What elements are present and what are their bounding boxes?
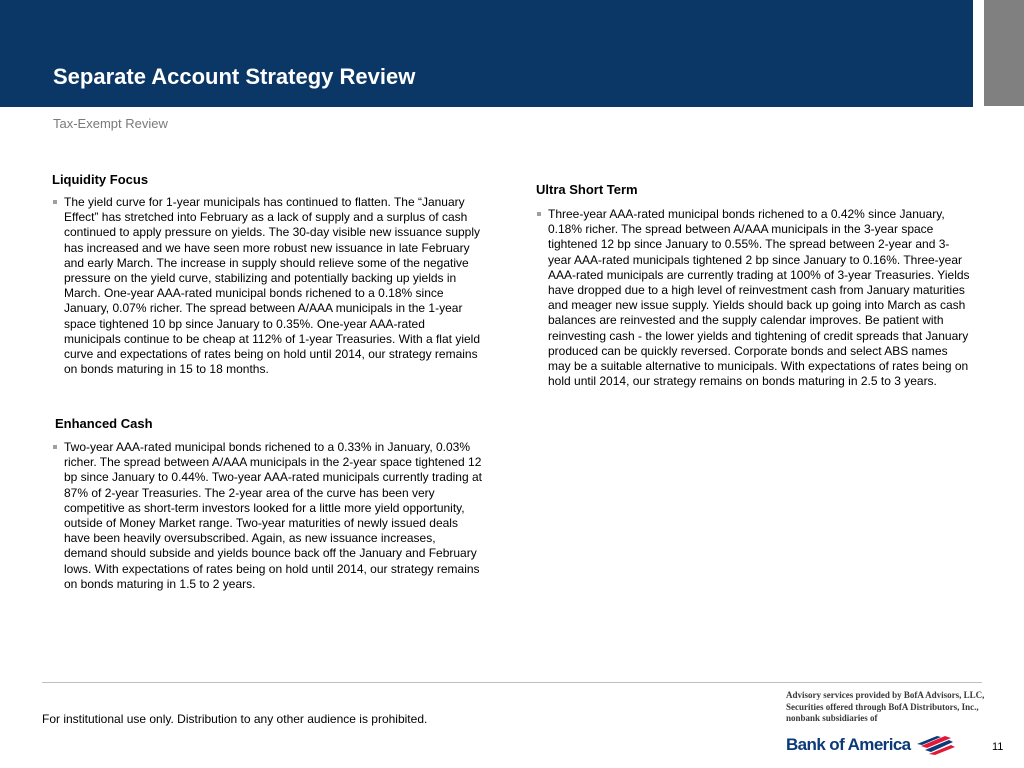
- page-subtitle: Tax-Exempt Review: [53, 116, 168, 131]
- bullet-marker-icon: [537, 212, 541, 216]
- logo-wordmark: Bank of America: [786, 735, 911, 754]
- bullet-text: Three-year AAA-rated municipal bonds richened to a 0.42% since January, 0.18% richer. The spread between A/AAA municipals in the 3-year space tightened 12 bp since January to 0.55%. The spread between 2-year and 3-year AAA-rated municipals tightened 2 bp since January to 0.16%. Three-year AAA-rated municipals are currently trading at 100% of 3-year Treasuries. Yields have dropped due to a high level of reinvestment cash from January maturities and meager new issue supply. Yields should back up going into March as cash balances are reinvested and the supply calendar improves. Be patient with reinvesting cash - the lower yields and tightening of credit spreads that January produced can be quickly reversed. Corporate bonds and select ABS names may be a suitable alternative to municipals. With expectations of rates being on hold until 2014, our strategy remains on bonds maturing in 2.5 to 3 years.: [548, 207, 970, 389]
- section-heading-liquidity-focus: Liquidity Focus: [52, 172, 149, 187]
- header-accent-bar: [984, 0, 1024, 106]
- bank-of-america-flag-icon: [915, 734, 955, 756]
- bullet-marker-icon: [53, 445, 57, 449]
- header-bar: [0, 0, 973, 107]
- footer-disclaimer: For institutional use only. Distribution to any other audience is prohibited.: [42, 712, 428, 726]
- bullet-ultra-short-term: [537, 207, 972, 389]
- advisory-line: Advisory services provided by BofA Advisors, LLC,: [786, 690, 985, 700]
- section-heading-ultra-short-term: Ultra Short Term: [536, 182, 638, 197]
- advisory-notice: [786, 690, 984, 725]
- bullet-text: The yield curve for 1-year municipals has continued to flatten. The “January Effect” has stretched into February as a lack of supply and a surplus of cash continued to apply pressure on yields. The 30-day visible new issuance supply has increased and we have seen more robust new issuance in late February and early March. The increase in supply should relieve some of the negative pressure on the yield curve, stabilizing and potentially backing up yields in March. One-year AAA-rated municipal bonds richened to a 0.18% since January, 0.07% richer. The spread between A/AAA municipals in the 1-year space tightened 10 bp since January to 0.35%. One-year AAA-rated municipals continue to be cheap at 112% of 1-year Treasuries. With a flat yield curve and expectations of rates being on hold until 2014, our strategy remains on bonds maturing in 15 to 18 months.: [64, 195, 481, 377]
- footer-divider: [42, 682, 982, 683]
- bullet-enhanced-cash: [53, 440, 482, 592]
- advisory-line: Securities offered through BofA Distributors, Inc.,: [786, 701, 979, 712]
- section-heading-enhanced-cash: Enhanced Cash: [55, 416, 153, 431]
- page-number: 11: [992, 741, 1004, 753]
- bullet-liquidity-focus: [53, 195, 482, 377]
- bullet-marker-icon: [53, 200, 57, 204]
- page-title: Separate Account Strategy Review: [53, 64, 416, 89]
- bank-of-america-logo: [786, 732, 955, 758]
- bullet-text: Two-year AAA-rated municipal bonds richened to a 0.33% in January, 0.03% richer. The spread between A/AAA municipals in the 2-year space tightened 12 bp since January to 0.44%. Two-year AAA-rated municipals currently trading at 87% of 2-year Treasuries. The 2-year area of the curve has been very competitive as short-term investors looked for a little more yield opportunity, outside of Money Market range. Two-year maturities of newly issued deals have been heavily oversubscribed. Again, as new issuance increases, demand should subside and yields bounce back off the January and February lows. With expectations of rates being on hold until 2014, our strategy remains on bonds maturing in 1.5 to 2 years.: [64, 440, 482, 591]
- advisory-line: nonbank subsidiaries of: [786, 713, 878, 723]
